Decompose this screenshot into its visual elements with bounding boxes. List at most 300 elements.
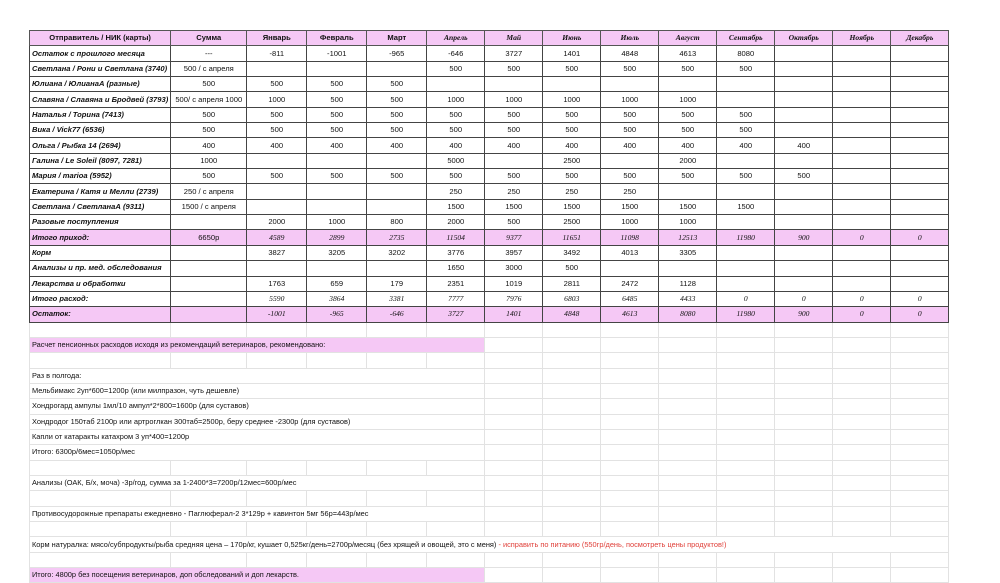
- value-cell[interactable]: 5000: [427, 153, 485, 168]
- value-cell[interactable]: -965: [367, 46, 427, 61]
- value-cell[interactable]: [775, 215, 833, 230]
- value-cell[interactable]: [891, 169, 949, 184]
- empty-cell[interactable]: [601, 445, 659, 460]
- row-label[interactable]: Остаток:: [30, 307, 171, 322]
- empty-cell[interactable]: [659, 491, 717, 506]
- value-cell[interactable]: [171, 307, 247, 322]
- value-cell[interactable]: [367, 61, 427, 76]
- value-cell[interactable]: 500: [171, 123, 247, 138]
- value-cell[interactable]: [891, 92, 949, 107]
- empty-cell[interactable]: [659, 568, 717, 583]
- value-cell[interactable]: 3381: [367, 291, 427, 306]
- empty-cell[interactable]: [485, 460, 543, 475]
- empty-cell[interactable]: [171, 491, 247, 506]
- value-cell[interactable]: 3000: [485, 261, 543, 276]
- empty-cell[interactable]: [543, 322, 601, 337]
- value-cell[interactable]: [717, 92, 775, 107]
- value-cell[interactable]: 1000: [601, 215, 659, 230]
- value-cell[interactable]: 500: [307, 92, 367, 107]
- value-cell[interactable]: [307, 153, 367, 168]
- value-cell[interactable]: 500/ с апреля 1000: [171, 92, 247, 107]
- empty-cell[interactable]: [601, 429, 659, 444]
- empty-cell[interactable]: [775, 399, 833, 414]
- value-cell[interactable]: 500: [367, 123, 427, 138]
- value-cell[interactable]: [891, 77, 949, 92]
- empty-cell[interactable]: [485, 491, 543, 506]
- empty-cell[interactable]: [775, 552, 833, 567]
- value-cell[interactable]: 250 / с апреля: [171, 184, 247, 199]
- empty-cell[interactable]: [717, 414, 775, 429]
- row-label[interactable]: Корм: [30, 245, 171, 260]
- value-cell[interactable]: 0: [891, 230, 949, 245]
- value-cell[interactable]: 400: [601, 138, 659, 153]
- empty-cell[interactable]: [485, 506, 543, 521]
- empty-cell[interactable]: [717, 475, 775, 490]
- empty-cell[interactable]: [427, 353, 485, 368]
- value-cell[interactable]: 4848: [543, 307, 601, 322]
- value-cell[interactable]: 7976: [485, 291, 543, 306]
- empty-cell[interactable]: [775, 506, 833, 521]
- empty-cell[interactable]: [601, 383, 659, 398]
- value-cell[interactable]: 500: [601, 61, 659, 76]
- value-cell[interactable]: [485, 77, 543, 92]
- note-line[interactable]: Раз в полгода:: [30, 368, 485, 383]
- empty-cell[interactable]: [833, 353, 891, 368]
- value-cell[interactable]: 500: [543, 169, 601, 184]
- value-cell[interactable]: -1001: [307, 46, 367, 61]
- row-label[interactable]: Вика / Vick77 (6536): [30, 123, 171, 138]
- row-label[interactable]: Светлана / СветланаА (9311): [30, 199, 171, 214]
- empty-cell[interactable]: [601, 568, 659, 583]
- empty-cell[interactable]: [307, 491, 367, 506]
- value-cell[interactable]: 3727: [485, 46, 543, 61]
- empty-cell[interactable]: [485, 337, 543, 352]
- value-cell[interactable]: 6485: [601, 291, 659, 306]
- empty-cell[interactable]: [717, 568, 775, 583]
- value-cell[interactable]: 500: [485, 61, 543, 76]
- value-cell[interactable]: [775, 61, 833, 76]
- value-cell[interactable]: 0: [891, 291, 949, 306]
- value-cell[interactable]: 500: [717, 61, 775, 76]
- note-line[interactable]: Капли от катаракты катахром 3 уп*400=1200р: [30, 429, 485, 444]
- value-cell[interactable]: 659: [307, 276, 367, 291]
- empty-cell[interactable]: [171, 552, 247, 567]
- value-cell[interactable]: 500: [171, 169, 247, 184]
- value-cell[interactable]: 0: [891, 307, 949, 322]
- value-cell[interactable]: 1500: [659, 199, 717, 214]
- value-cell[interactable]: 250: [427, 184, 485, 199]
- empty-cell[interactable]: [659, 522, 717, 537]
- empty-cell[interactable]: [833, 491, 891, 506]
- empty-cell[interactable]: [247, 491, 307, 506]
- empty-cell[interactable]: [30, 460, 171, 475]
- empty-cell[interactable]: [717, 460, 775, 475]
- empty-cell[interactable]: [307, 460, 367, 475]
- value-cell[interactable]: [775, 153, 833, 168]
- value-cell[interactable]: [775, 123, 833, 138]
- row-label[interactable]: Екатерина / Катя и Мелли (2739): [30, 184, 171, 199]
- empty-cell[interactable]: [775, 353, 833, 368]
- value-cell[interactable]: [891, 261, 949, 276]
- value-cell[interactable]: 3492: [543, 245, 601, 260]
- value-cell[interactable]: [891, 107, 949, 122]
- value-cell[interactable]: 900: [775, 307, 833, 322]
- empty-cell[interactable]: [543, 429, 601, 444]
- value-cell[interactable]: 500: [427, 107, 485, 122]
- value-cell[interactable]: 3776: [427, 245, 485, 260]
- value-cell[interactable]: 500: [543, 261, 601, 276]
- value-cell[interactable]: 400: [427, 138, 485, 153]
- value-cell[interactable]: 12513: [659, 230, 717, 245]
- value-cell[interactable]: 2500: [543, 153, 601, 168]
- empty-cell[interactable]: [717, 522, 775, 537]
- value-cell[interactable]: [775, 46, 833, 61]
- value-cell[interactable]: [775, 77, 833, 92]
- value-cell[interactable]: 1000: [427, 92, 485, 107]
- value-cell[interactable]: 400: [307, 138, 367, 153]
- value-cell[interactable]: 1401: [543, 46, 601, 61]
- value-cell[interactable]: 2735: [367, 230, 427, 245]
- value-cell[interactable]: -811: [247, 46, 307, 61]
- empty-cell[interactable]: [891, 368, 949, 383]
- value-cell[interactable]: 500 / с апреля: [171, 61, 247, 76]
- value-cell[interactable]: [775, 199, 833, 214]
- note-line[interactable]: Хондрогард ампулы 1мл/10 ампул*2*800=1600р (для суставов): [30, 399, 485, 414]
- empty-cell[interactable]: [543, 568, 601, 583]
- value-cell[interactable]: [891, 199, 949, 214]
- empty-cell[interactable]: [891, 568, 949, 583]
- row-label[interactable]: Лекарства и обработки: [30, 276, 171, 291]
- empty-cell[interactable]: [543, 383, 601, 398]
- value-cell[interactable]: 500: [485, 169, 543, 184]
- value-cell[interactable]: 500: [247, 123, 307, 138]
- value-cell[interactable]: 800: [367, 215, 427, 230]
- empty-cell[interactable]: [543, 506, 601, 521]
- empty-cell[interactable]: [601, 475, 659, 490]
- empty-cell[interactable]: [717, 337, 775, 352]
- value-cell[interactable]: 250: [543, 184, 601, 199]
- empty-cell[interactable]: [717, 506, 775, 521]
- empty-cell[interactable]: [775, 491, 833, 506]
- value-cell[interactable]: [833, 61, 891, 76]
- value-cell[interactable]: 1000: [659, 215, 717, 230]
- empty-cell[interactable]: [891, 475, 949, 490]
- value-cell[interactable]: 3957: [485, 245, 543, 260]
- empty-cell[interactable]: [543, 337, 601, 352]
- row-label[interactable]: Ольга / Рыбка 14 (2694): [30, 138, 171, 153]
- value-cell[interactable]: 179: [367, 276, 427, 291]
- empty-cell[interactable]: [659, 322, 717, 337]
- value-cell[interactable]: [833, 199, 891, 214]
- value-cell[interactable]: 500: [171, 77, 247, 92]
- value-cell[interactable]: [833, 276, 891, 291]
- value-cell[interactable]: [775, 184, 833, 199]
- value-cell[interactable]: [891, 276, 949, 291]
- empty-cell[interactable]: [427, 460, 485, 475]
- value-cell[interactable]: 3205: [307, 245, 367, 260]
- value-cell[interactable]: 400: [659, 138, 717, 153]
- empty-cell[interactable]: [30, 322, 171, 337]
- value-cell[interactable]: 400: [775, 138, 833, 153]
- empty-cell[interactable]: [717, 368, 775, 383]
- empty-cell[interactable]: [485, 399, 543, 414]
- value-cell[interactable]: 2000: [427, 215, 485, 230]
- value-cell[interactable]: [171, 245, 247, 260]
- empty-cell[interactable]: [543, 552, 601, 567]
- empty-cell[interactable]: [891, 322, 949, 337]
- value-cell[interactable]: 5590: [247, 291, 307, 306]
- value-cell[interactable]: 1650: [427, 261, 485, 276]
- row-label[interactable]: Мария / marioa (5952): [30, 169, 171, 184]
- empty-cell[interactable]: [833, 445, 891, 460]
- note-line[interactable]: Противосудорожные препараты ежедневно - Паглюферал-2 3*129р + кавинтон 5мг 56р=443р/мес: [30, 506, 485, 521]
- empty-cell[interactable]: [543, 460, 601, 475]
- empty-cell[interactable]: [247, 552, 307, 567]
- empty-cell[interactable]: [659, 353, 717, 368]
- empty-cell[interactable]: [891, 353, 949, 368]
- value-cell[interactable]: 1000: [601, 92, 659, 107]
- value-cell[interactable]: 500: [427, 123, 485, 138]
- empty-cell[interactable]: [891, 414, 949, 429]
- empty-cell[interactable]: [171, 522, 247, 537]
- empty-cell[interactable]: [485, 475, 543, 490]
- empty-cell[interactable]: [717, 399, 775, 414]
- empty-cell[interactable]: [717, 353, 775, 368]
- value-cell[interactable]: [543, 77, 601, 92]
- value-cell[interactable]: 500: [307, 77, 367, 92]
- value-cell[interactable]: 500: [427, 169, 485, 184]
- empty-cell[interactable]: [891, 460, 949, 475]
- empty-cell[interactable]: [775, 568, 833, 583]
- row-label[interactable]: Славяна / Славяна и Бродвей (3793): [30, 92, 171, 107]
- value-cell[interactable]: ---: [171, 46, 247, 61]
- empty-cell[interactable]: [601, 414, 659, 429]
- value-cell[interactable]: 11651: [543, 230, 601, 245]
- value-cell[interactable]: 250: [601, 184, 659, 199]
- empty-cell[interactable]: [307, 353, 367, 368]
- value-cell[interactable]: 500: [307, 123, 367, 138]
- empty-cell[interactable]: [367, 552, 427, 567]
- row-label[interactable]: Светлана / Рони и Светлана (3740): [30, 61, 171, 76]
- value-cell[interactable]: 500: [717, 107, 775, 122]
- empty-cell[interactable]: [833, 322, 891, 337]
- value-cell[interactable]: 1500: [427, 199, 485, 214]
- empty-cell[interactable]: [171, 322, 247, 337]
- column-header[interactable]: Апрель: [427, 31, 485, 46]
- value-cell[interactable]: 500: [775, 169, 833, 184]
- empty-cell[interactable]: [891, 383, 949, 398]
- value-cell[interactable]: 0: [833, 230, 891, 245]
- note-line[interactable]: Хондродог 150таб 2100р или артроглкан 300таб=2500р, беру среднее -2300р (для суставов): [30, 414, 485, 429]
- value-cell[interactable]: [833, 77, 891, 92]
- empty-cell[interactable]: [427, 322, 485, 337]
- value-cell[interactable]: [171, 276, 247, 291]
- value-cell[interactable]: [717, 77, 775, 92]
- empty-cell[interactable]: [171, 460, 247, 475]
- value-cell[interactable]: 500: [367, 169, 427, 184]
- empty-cell[interactable]: [891, 337, 949, 352]
- value-cell[interactable]: 400: [717, 138, 775, 153]
- value-cell[interactable]: 1500: [717, 199, 775, 214]
- empty-cell[interactable]: [833, 460, 891, 475]
- empty-cell[interactable]: [833, 475, 891, 490]
- column-header[interactable]: Февраль: [307, 31, 367, 46]
- value-cell[interactable]: 2811: [543, 276, 601, 291]
- value-cell[interactable]: 500: [543, 61, 601, 76]
- value-cell[interactable]: [717, 215, 775, 230]
- empty-cell[interactable]: [659, 506, 717, 521]
- value-cell[interactable]: 500: [543, 123, 601, 138]
- value-cell[interactable]: 500: [367, 77, 427, 92]
- value-cell[interactable]: 500: [659, 61, 717, 76]
- empty-cell[interactable]: [833, 552, 891, 567]
- empty-cell[interactable]: [485, 429, 543, 444]
- notes-total[interactable]: Итого: 4800р без посещения ветеринаров, доп обследований и доп лекарств.: [30, 568, 485, 583]
- note-line[interactable]: Анализы (ОАК, Б/х, моча) -3р/год, сумма за 1-2400*3=7200р/12мес=600р/мес: [30, 475, 485, 490]
- empty-cell[interactable]: [659, 460, 717, 475]
- value-cell[interactable]: [833, 107, 891, 122]
- note-line[interactable]: [30, 537, 949, 552]
- column-header[interactable]: Декабрь: [891, 31, 949, 46]
- empty-cell[interactable]: [427, 522, 485, 537]
- empty-cell[interactable]: [543, 522, 601, 537]
- value-cell[interactable]: [601, 261, 659, 276]
- value-cell[interactable]: [367, 199, 427, 214]
- value-cell[interactable]: 9377: [485, 230, 543, 245]
- value-cell[interactable]: -646: [427, 46, 485, 61]
- value-cell[interactable]: [717, 245, 775, 260]
- empty-cell[interactable]: [485, 414, 543, 429]
- empty-cell[interactable]: [30, 353, 171, 368]
- row-label[interactable]: Анализы и пр. мед. обследования: [30, 261, 171, 276]
- column-header[interactable]: Ноябрь: [833, 31, 891, 46]
- value-cell[interactable]: 500: [307, 107, 367, 122]
- empty-cell[interactable]: [543, 399, 601, 414]
- empty-cell[interactable]: [891, 552, 949, 567]
- value-cell[interactable]: [891, 153, 949, 168]
- empty-cell[interactable]: [601, 399, 659, 414]
- value-cell[interactable]: [833, 123, 891, 138]
- value-cell[interactable]: 1500: [543, 199, 601, 214]
- empty-cell[interactable]: [601, 552, 659, 567]
- empty-cell[interactable]: [659, 414, 717, 429]
- value-cell[interactable]: [891, 61, 949, 76]
- empty-cell[interactable]: [659, 445, 717, 460]
- value-cell[interactable]: 2000: [247, 215, 307, 230]
- empty-cell[interactable]: [833, 383, 891, 398]
- value-cell[interactable]: 6803: [543, 291, 601, 306]
- value-cell[interactable]: 4013: [601, 245, 659, 260]
- value-cell[interactable]: 4433: [659, 291, 717, 306]
- value-cell[interactable]: [775, 245, 833, 260]
- empty-cell[interactable]: [543, 445, 601, 460]
- value-cell[interactable]: [833, 261, 891, 276]
- row-label[interactable]: Галина / Le Soleil (8097, 7281): [30, 153, 171, 168]
- value-cell[interactable]: 1401: [485, 307, 543, 322]
- empty-cell[interactable]: [367, 491, 427, 506]
- value-cell[interactable]: [247, 153, 307, 168]
- value-cell[interactable]: 1000: [171, 153, 247, 168]
- value-cell[interactable]: 1000: [485, 92, 543, 107]
- empty-cell[interactable]: [717, 429, 775, 444]
- empty-cell[interactable]: [307, 552, 367, 567]
- value-cell[interactable]: 500: [601, 123, 659, 138]
- column-header[interactable]: Отправитель / НИК (карты): [30, 31, 171, 46]
- empty-cell[interactable]: [891, 429, 949, 444]
- value-cell[interactable]: [171, 261, 247, 276]
- empty-cell[interactable]: [485, 568, 543, 583]
- value-cell[interactable]: 400: [485, 138, 543, 153]
- notes-title[interactable]: Расчет пенсионных расходов исходя из рекомендаций ветеринаров, рекомендовано:: [30, 337, 485, 352]
- empty-cell[interactable]: [601, 522, 659, 537]
- empty-cell[interactable]: [601, 460, 659, 475]
- value-cell[interactable]: [891, 184, 949, 199]
- empty-cell[interactable]: [485, 522, 543, 537]
- empty-cell[interactable]: [659, 337, 717, 352]
- value-cell[interactable]: [833, 46, 891, 61]
- value-cell[interactable]: [247, 261, 307, 276]
- column-header[interactable]: Январь: [247, 31, 307, 46]
- empty-cell[interactable]: [659, 368, 717, 383]
- empty-cell[interactable]: [891, 399, 949, 414]
- empty-cell[interactable]: [30, 552, 171, 567]
- value-cell[interactable]: [659, 184, 717, 199]
- value-cell[interactable]: 500: [485, 215, 543, 230]
- empty-cell[interactable]: [833, 414, 891, 429]
- value-cell[interactable]: 500: [659, 107, 717, 122]
- value-cell[interactable]: [717, 153, 775, 168]
- value-cell[interactable]: [891, 46, 949, 61]
- value-cell[interactable]: 2899: [307, 230, 367, 245]
- value-cell[interactable]: 0: [833, 307, 891, 322]
- value-cell[interactable]: 500: [427, 61, 485, 76]
- empty-cell[interactable]: [601, 491, 659, 506]
- value-cell[interactable]: 500: [543, 107, 601, 122]
- value-cell[interactable]: 500: [247, 107, 307, 122]
- empty-cell[interactable]: [717, 491, 775, 506]
- value-cell[interactable]: 7777: [427, 291, 485, 306]
- empty-cell[interactable]: [30, 522, 171, 537]
- empty-cell[interactable]: [543, 353, 601, 368]
- empty-cell[interactable]: [543, 475, 601, 490]
- value-cell[interactable]: [775, 276, 833, 291]
- value-cell[interactable]: 500: [659, 123, 717, 138]
- value-cell[interactable]: [833, 153, 891, 168]
- value-cell[interactable]: 2000: [659, 153, 717, 168]
- value-cell[interactable]: 500: [717, 123, 775, 138]
- value-cell[interactable]: -1001: [247, 307, 307, 322]
- value-cell[interactable]: [891, 215, 949, 230]
- value-cell[interactable]: 8080: [659, 307, 717, 322]
- empty-cell[interactable]: [659, 552, 717, 567]
- empty-cell[interactable]: [247, 322, 307, 337]
- empty-cell[interactable]: [601, 337, 659, 352]
- empty-cell[interactable]: [601, 368, 659, 383]
- empty-cell[interactable]: [485, 353, 543, 368]
- column-header[interactable]: Сентябрь: [717, 31, 775, 46]
- empty-cell[interactable]: [891, 522, 949, 537]
- value-cell[interactable]: 11098: [601, 230, 659, 245]
- empty-cell[interactable]: [775, 368, 833, 383]
- empty-cell[interactable]: [367, 322, 427, 337]
- value-cell[interactable]: 500: [485, 107, 543, 122]
- value-cell[interactable]: 4848: [601, 46, 659, 61]
- value-cell[interactable]: 1763: [247, 276, 307, 291]
- empty-cell[interactable]: [775, 522, 833, 537]
- value-cell[interactable]: 3202: [367, 245, 427, 260]
- empty-cell[interactable]: [247, 353, 307, 368]
- value-cell[interactable]: [717, 261, 775, 276]
